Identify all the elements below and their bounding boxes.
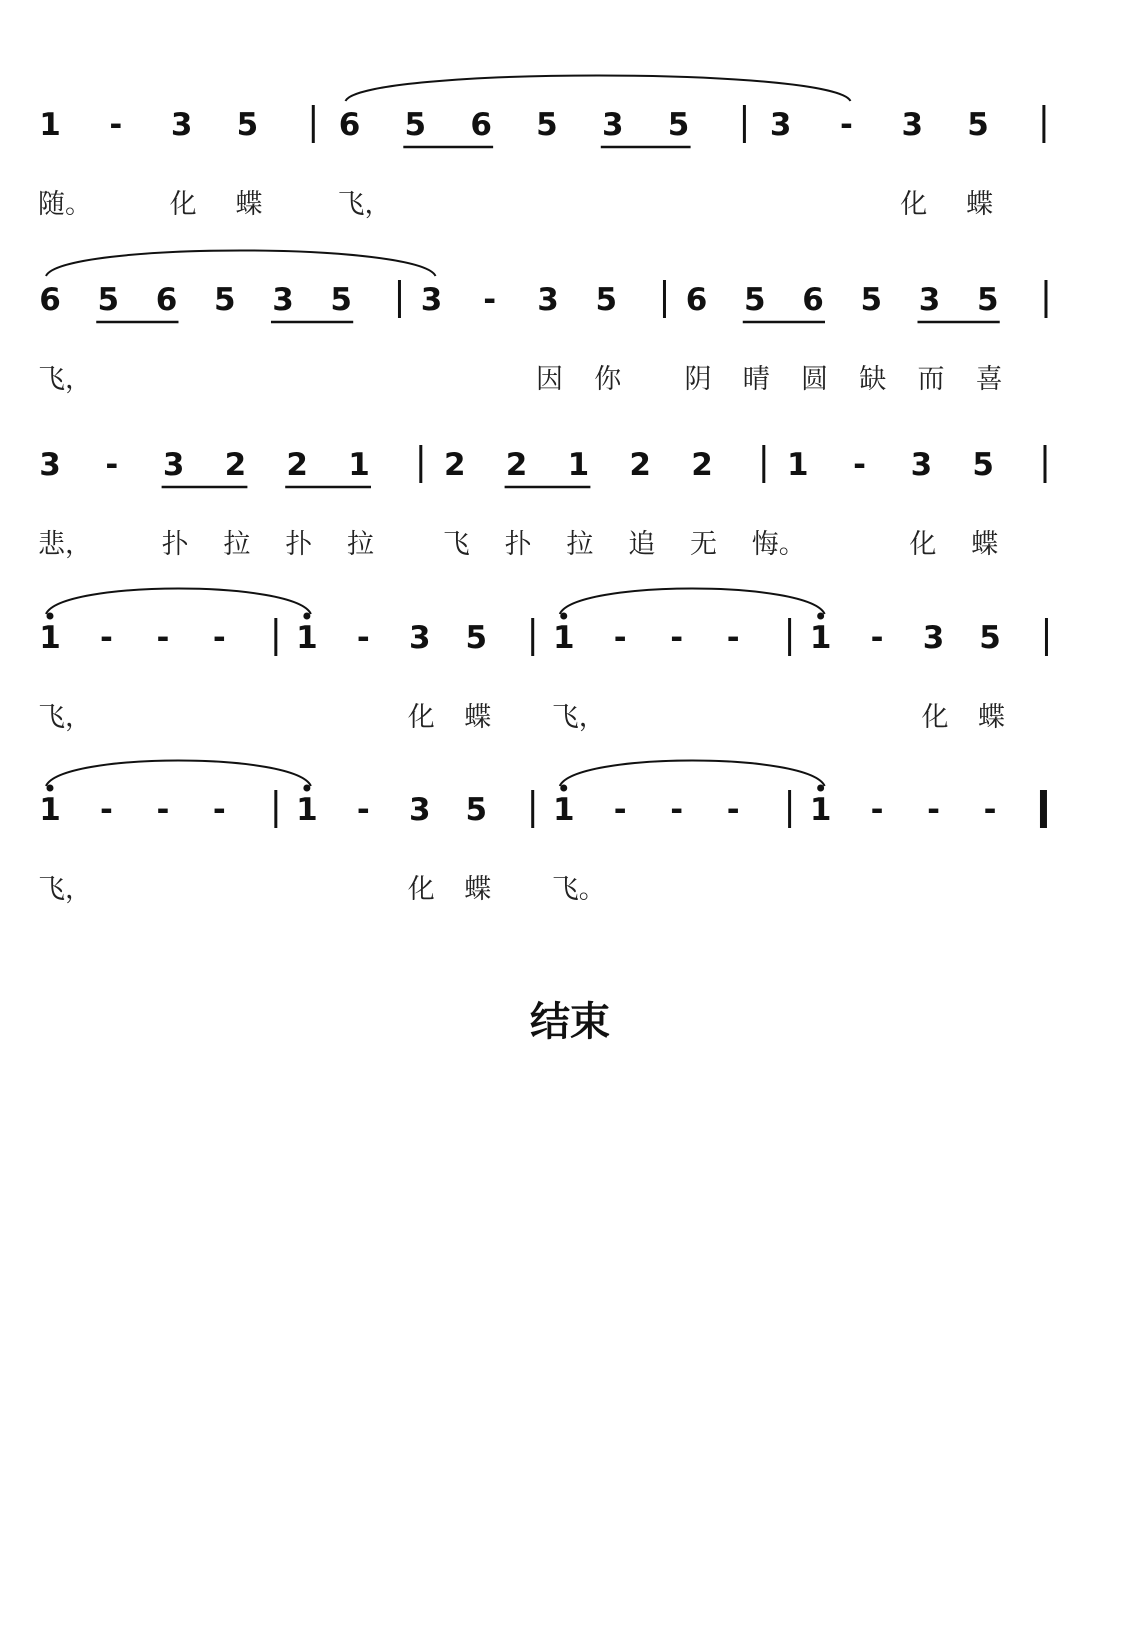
note: 1 (567, 447, 590, 483)
hold-dash: - (670, 620, 684, 656)
note: 3 (162, 447, 185, 483)
lyric: 化 (900, 189, 928, 220)
note: 3 (170, 107, 193, 143)
hold-dash: - (156, 792, 170, 828)
lyric: 随。 (38, 189, 92, 220)
end-label: 结束 (530, 999, 610, 1045)
note: 5 (330, 282, 353, 318)
note: 6 (155, 282, 178, 318)
note-high-1: 1 (296, 792, 318, 828)
slur-1-0 (46, 251, 436, 277)
note: 5 (743, 282, 766, 318)
lyric: 蝶 (464, 702, 492, 733)
lyric: 化 (407, 874, 435, 905)
note: 3 (409, 792, 431, 828)
lyric: 化 (407, 702, 435, 733)
hold-dash: - (105, 447, 119, 483)
lyric: 你 (594, 364, 622, 395)
note: 3 (39, 447, 61, 483)
lyric: 飞， (38, 702, 92, 733)
note: 5 (967, 107, 989, 143)
hold-dash: - (212, 620, 226, 656)
note-high-1: 1 (809, 620, 832, 656)
note: 3 (601, 107, 624, 143)
octave-dot (817, 785, 824, 792)
note: 2 (286, 447, 308, 483)
note-high-1: 1 (809, 792, 832, 828)
lyric: 飞。 (551, 874, 606, 905)
note: 5 (404, 107, 427, 143)
lyric: 化 (909, 529, 937, 560)
note: 3 (769, 107, 792, 143)
note: 2 (224, 447, 247, 483)
slur-3-1 (560, 589, 825, 615)
note: 6 (470, 107, 492, 143)
note-high-1: 1 (39, 620, 61, 656)
lyric: 飞， (38, 874, 92, 905)
octave-dot (47, 613, 54, 620)
lyric: 圆 (801, 364, 829, 395)
hold-dash: - (109, 107, 123, 143)
note: 5 (465, 620, 488, 656)
hold-dash: - (613, 792, 627, 828)
lyric: 悲， (38, 529, 92, 560)
octave-dot (47, 785, 54, 792)
lyric: 拉 (566, 529, 594, 560)
note: 5 (976, 282, 999, 318)
lyric: 蝶 (966, 189, 994, 220)
lyric: 蝶 (971, 529, 999, 560)
hold-dash: - (483, 282, 497, 318)
lyric: 蝶 (978, 702, 1006, 733)
lyric: 化 (169, 189, 197, 220)
lyric: 阴 (684, 364, 712, 395)
hold-dash: - (839, 107, 853, 143)
slur-0-0 (345, 76, 850, 102)
note: 6 (39, 282, 61, 318)
hold-dash: - (853, 447, 867, 483)
note: 6 (338, 107, 361, 143)
lyric: 扑 (504, 529, 532, 560)
note: 6 (802, 282, 824, 318)
lyric: 无 (690, 529, 718, 560)
note: 5 (465, 792, 488, 828)
note: 1 (348, 447, 370, 483)
lyric: 缺 (859, 364, 887, 395)
hold-dash: - (156, 620, 170, 656)
hold-dash: - (927, 792, 940, 828)
note: 3 (901, 107, 924, 143)
lyric: 悔。 (751, 529, 806, 560)
note: 1 (787, 447, 809, 483)
hold-dash: - (670, 792, 684, 828)
note-high-1: 1 (552, 792, 575, 828)
note: 6 (685, 282, 708, 318)
lyric: 蝶 (464, 874, 492, 905)
slur-3-0 (46, 589, 311, 615)
lyric: 拉 (347, 529, 375, 560)
note: 5 (972, 447, 994, 483)
hold-dash: - (870, 792, 884, 828)
lyric: 晴 (742, 364, 770, 395)
note: 3 (420, 282, 443, 318)
slur-4-0 (46, 761, 311, 787)
note: 2 (629, 447, 651, 483)
octave-dot (817, 613, 824, 620)
lyric: 飞， (337, 189, 392, 220)
hold-dash: - (212, 792, 226, 828)
slur-4-1 (560, 761, 825, 787)
lyric: 扑 (285, 529, 313, 560)
note-high-1: 1 (39, 792, 61, 828)
note: 5 (667, 107, 690, 143)
hold-dash: - (100, 792, 113, 828)
note: 2 (505, 447, 528, 483)
lyric: 喜 (975, 364, 1003, 395)
lyric: 拉 (223, 529, 251, 560)
hold-dash: - (100, 620, 113, 656)
lyric: 飞 (442, 529, 470, 560)
note: 3 (910, 447, 933, 483)
lyric: 追 (628, 529, 656, 560)
note: 1 (39, 107, 61, 143)
note: 2 (691, 447, 713, 483)
note-high-1: 1 (552, 620, 575, 656)
octave-dot (303, 785, 310, 792)
lyric: 化 (921, 702, 949, 733)
note: 3 (922, 620, 945, 656)
hold-dash: - (726, 620, 740, 656)
note: 3 (272, 282, 294, 318)
hold-dash: - (613, 620, 627, 656)
note: 3 (918, 282, 941, 318)
octave-dot (303, 613, 310, 620)
note: 5 (536, 107, 558, 143)
lyric: 因 (535, 364, 563, 395)
note: 5 (97, 282, 120, 318)
hold-dash: - (356, 620, 370, 656)
lyric: 蝶 (235, 189, 263, 220)
hold-dash: - (726, 792, 740, 828)
lyric: 飞， (38, 364, 92, 395)
note: 3 (409, 620, 431, 656)
hold-dash: - (870, 620, 884, 656)
note: 3 (537, 282, 559, 318)
lyric: 而 (917, 364, 945, 395)
hold-dash: - (356, 792, 370, 828)
note: 5 (236, 107, 259, 143)
note: 5 (979, 620, 1001, 656)
octave-dot (560, 785, 567, 792)
note: 2 (444, 447, 466, 483)
lyric: 扑 (161, 529, 189, 560)
hold-dash: - (983, 792, 997, 828)
lyric: 飞， (551, 702, 606, 733)
octave-dot (560, 613, 567, 620)
note-high-1: 1 (296, 620, 318, 656)
note: 5 (860, 282, 883, 318)
note: 5 (595, 282, 618, 318)
note: 5 (213, 282, 236, 318)
